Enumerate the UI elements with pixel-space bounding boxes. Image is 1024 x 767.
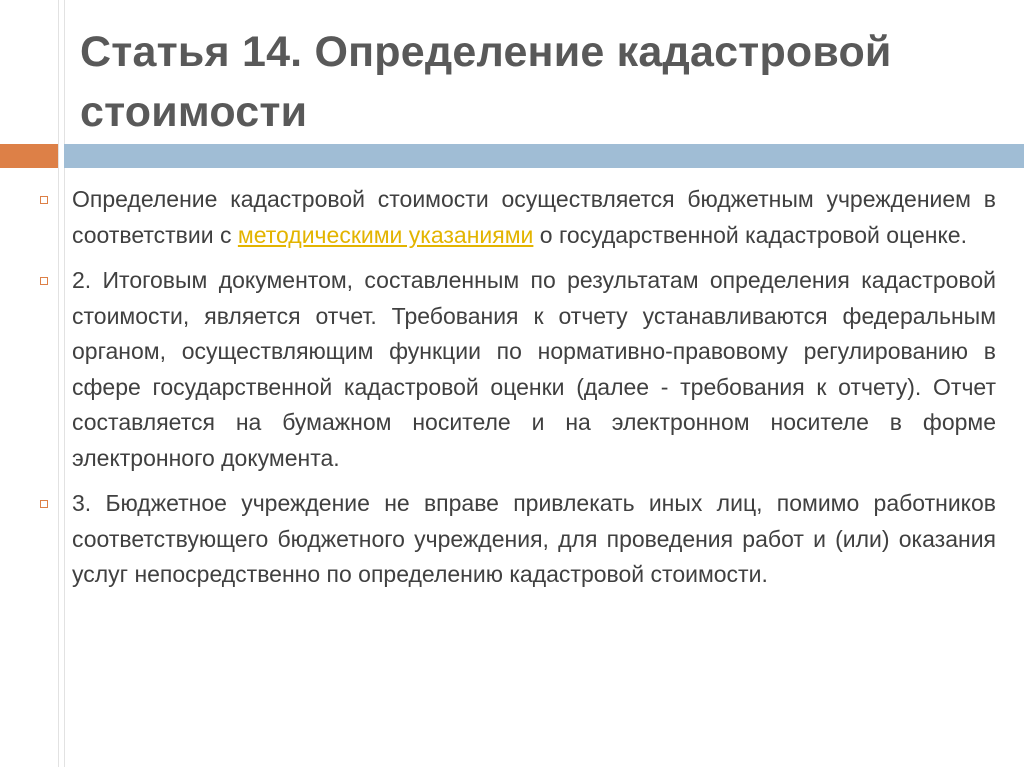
square-bullet-icon bbox=[40, 500, 48, 508]
bullet-item-3 bbox=[40, 486, 996, 593]
bullet-item-1 bbox=[40, 182, 996, 253]
bullet-text-1-after: о государственной кадастровой оценке. bbox=[533, 221, 967, 248]
methodical-guidelines-link[interactable]: методическими указаниями bbox=[237, 221, 534, 248]
slide-title: Статья 14. Определение кадастровой стоимости bbox=[80, 28, 892, 136]
bullet-text-1 bbox=[72, 182, 996, 253]
bullet-list bbox=[40, 182, 996, 603]
bullet-text-2: 2. Итоговым документом, составленным по результатам определения кадастровой стоимости, является отчет. Требования к отчету устанавливаются федеральным органом, осуществляющим функции по нормативно-правовому регулированию в сфере государственной кадастровой оценки (далее - требования к отчету). Отчет составляется на бумажном носителе и на электронном носителе в форме электронного документа. bbox=[72, 267, 996, 471]
bullet-text-3: 3. Бюджетное учреждение не вправе привлекать иных лиц, помимо работников соответствующего бюджетного учреждения, для проведения работ и (или) оказания услуг непосредственно по определению кадастровой стоимости. bbox=[72, 490, 996, 587]
bullet-item-2 bbox=[40, 263, 996, 476]
accent-bar-orange bbox=[0, 144, 58, 168]
accent-bar-blue bbox=[64, 144, 1024, 168]
bullet-text-1-before: Определение кадастровой стоимости осуществляется бюджетным учреждением в соответствии с bbox=[72, 186, 996, 248]
square-bullet-icon bbox=[40, 277, 48, 285]
square-bullet-icon bbox=[40, 196, 48, 204]
